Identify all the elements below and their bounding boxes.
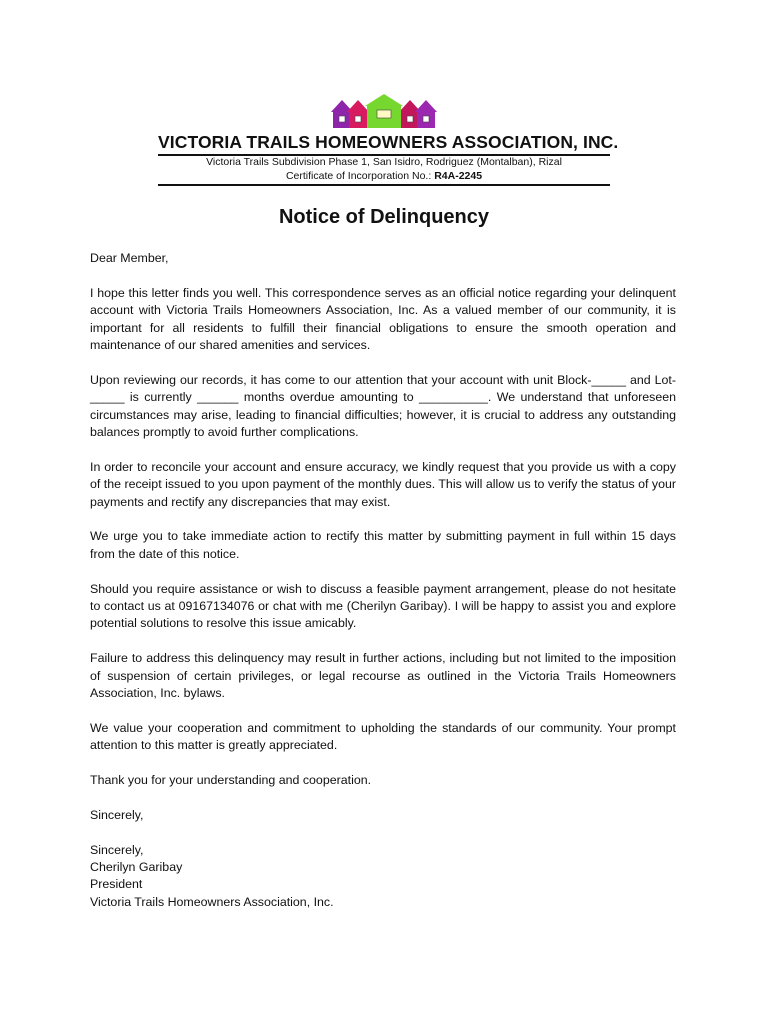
certificate-number: R4A-2245 (434, 170, 483, 182)
header-divider-bottom (158, 184, 610, 186)
houses-logo-icon (329, 92, 439, 130)
letter-title: Notice of Delinquency (278, 206, 490, 228)
signer-title: President (90, 877, 143, 892)
paragraph: We value your cooperation and commitment to upholding the standards of our community. Your prompt attention to this matter is greatly appreciated. (90, 720, 676, 753)
org-name: VICTORIA TRAILS HOMEOWNERS ASSOCIATION, INC. (158, 132, 619, 152)
closing: Sincerely, (90, 807, 144, 822)
paragraph: In order to reconcile your account and ensure accuracy, we kindly request that you provide us with a copy of the receipt issued to you upon payment of the monthly dues. This will allow us to verify the status of your payments and rectify any discrepancies that may exist. (90, 459, 676, 509)
certificate-line (158, 169, 610, 183)
org-address-block (158, 155, 610, 183)
paragraph: Thank you for your understanding and cooperation. (90, 773, 372, 788)
signature-block (90, 842, 676, 912)
paragraph: Should you require assistance or wish to discuss a feasible payment arrangement, please do not hesitate to contact us at 09167134076 or chat with me (Cherilyn Garibay). I will be happy to assist you and explore potential solutions to resolve this issue amicably. (90, 581, 676, 631)
letter-body (90, 250, 676, 929)
signer-organization: Victoria Trails Homeowners Association, Inc. (90, 894, 334, 909)
salutation: Dear Member, (90, 251, 169, 265)
paragraph: We urge you to take immediate action to rectify this matter by submitting payment in full within 15 days from the date of this notice. (90, 529, 676, 561)
org-address: Victoria Trails Subdivision Phase 1, San Isidro, Rodriguez (Montalban), Rizal (206, 156, 562, 168)
signer-name: Cherilyn Garibay (90, 860, 183, 875)
paragraph: Failure to address this delinquency may result in further actions, including but not limited to the imposition of suspension of certain privileges, or legal recourse as outlined in the Victoria Trails Homeowners Association, Inc. bylaws. (90, 651, 676, 701)
certificate-label: Certificate of Incorporation No.: (285, 170, 432, 182)
closing: Sincerely, (90, 842, 144, 857)
paragraph: I hope this letter finds you well. This correspondence serves as an official notice regarding your delinquent account with Victoria Trails Homeowners Association, Inc. As a valued member of our community, it is important for all residents to fulfill their financial obligations to ensure the smooth operation and maintenance of our shared amenities and services. (90, 285, 676, 353)
paragraph: Upon reviewing our records, it has come to our attention that your account with unit Block-_____ and Lot-_____ is currently ______ months overdue amounting to __________. We understand that unforeseen circumstances may arise, leading to financial difficulties; however, it is crucial to address any outstanding balances promptly to avoid further complications. (90, 372, 676, 440)
